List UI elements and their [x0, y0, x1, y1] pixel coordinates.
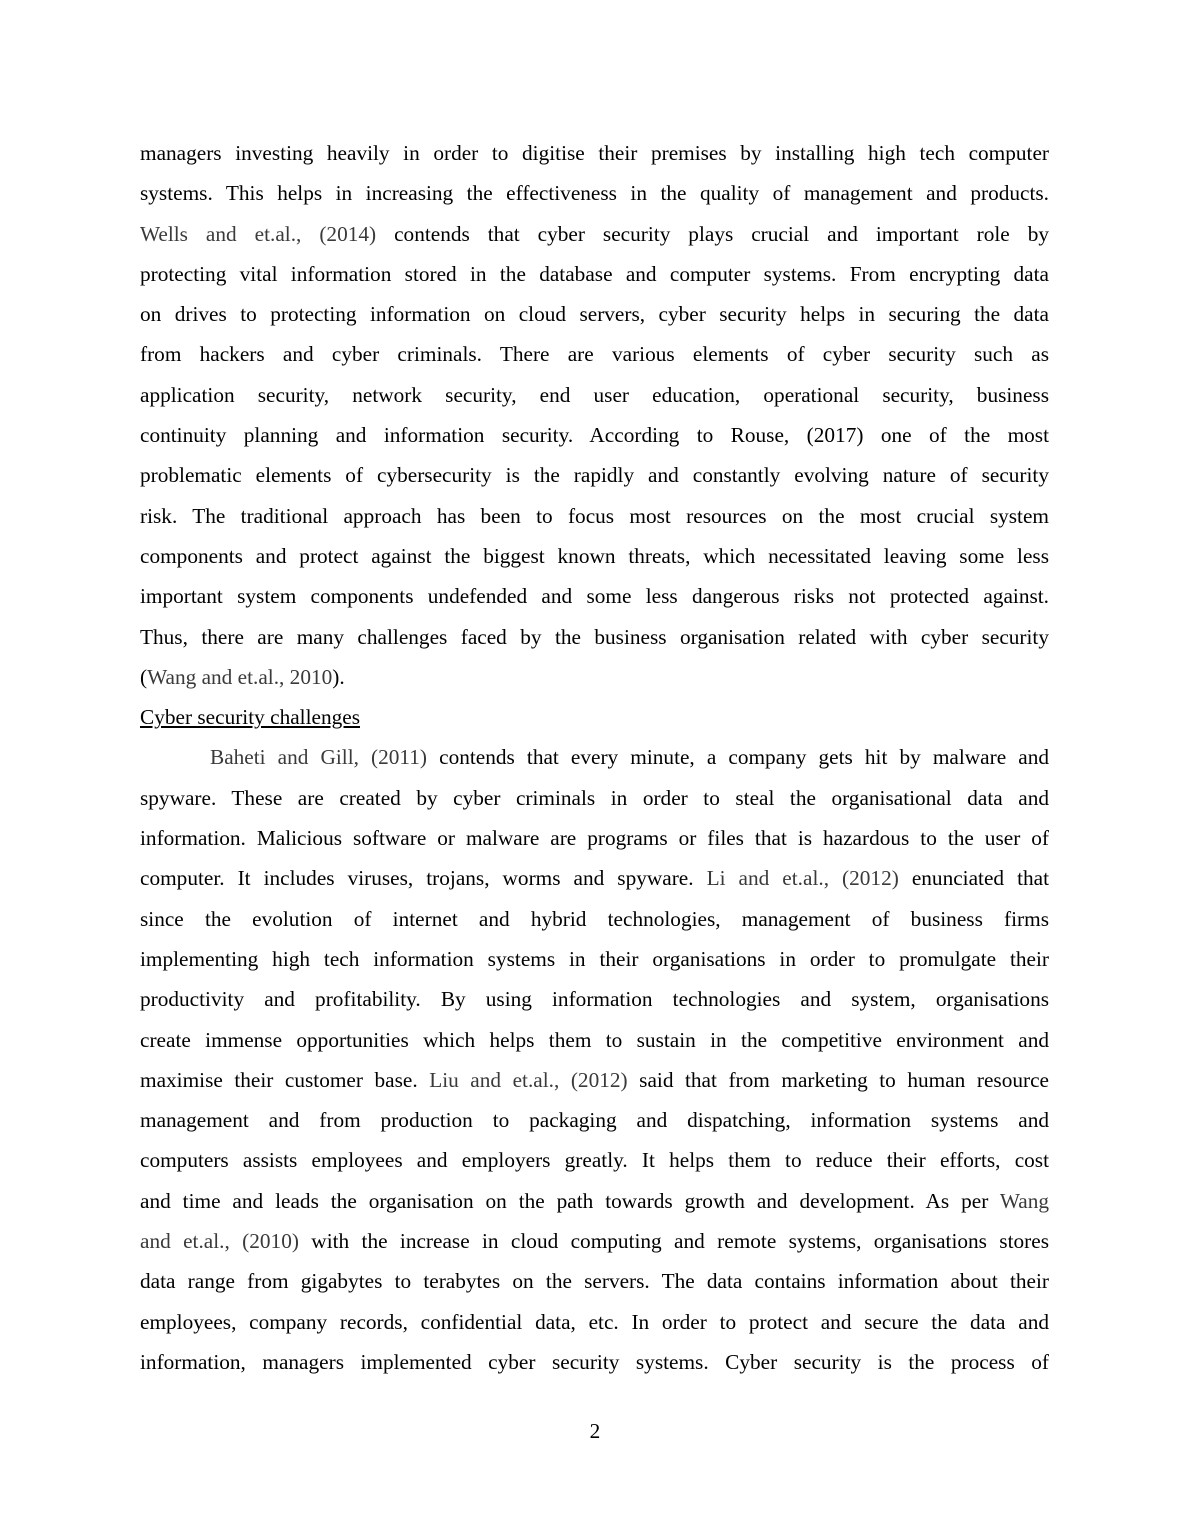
text-span: Thus, there are many challenges faced by the business organisation related with cyber security: [140, 624, 1049, 649]
paragraph-challenges: [140, 737, 1049, 1382]
text-span: problematic elements of cybersecurity is the rapidly and constantly evolving nature of security: [140, 463, 1049, 488]
text-span: ).: [332, 664, 345, 689]
text-span: systems. This helps in increasing the effectiveness in the quality of management and products.: [140, 181, 1049, 206]
text-span: enunciated that: [898, 866, 1050, 891]
text-line: [140, 536, 1049, 576]
text-span: protecting vital information stored in the database and computer systems. From encrypting data: [140, 261, 1049, 286]
text-span: computer. It includes viruses, trojans, worms and spyware.: [140, 866, 707, 891]
text-span: risk. The traditional approach has been to focus most resources on the most crucial system: [140, 503, 1049, 528]
text-span: spyware. These are created by cyber criminals in order to steal the organisational data and: [140, 785, 1049, 810]
text-span: components and protect against the biggest known threats, which necessitated leaving some less: [140, 543, 1049, 568]
text-line: [140, 1181, 1049, 1221]
text-line: [140, 375, 1049, 415]
text-line: [140, 858, 1049, 898]
text-line: [140, 1342, 1049, 1382]
text-line: [140, 415, 1049, 455]
text-line: [140, 1140, 1049, 1180]
citation: and et.al., (2010): [140, 1229, 299, 1254]
text-line: [140, 455, 1049, 495]
text-span: from hackers and cyber criminals. There are various elements of cyber security such as: [140, 342, 1049, 367]
text-line: [140, 576, 1049, 616]
text-line: [140, 334, 1049, 374]
text-line: [140, 294, 1049, 334]
citation: Wang: [999, 1188, 1049, 1213]
text-span: on drives to protecting information on cloud servers, cyber security helps in securing the data: [140, 302, 1049, 327]
text-line: [140, 1302, 1049, 1342]
citation: Baheti and Gill, (2011): [210, 745, 428, 770]
text-span: important system components undefended and some less dangerous risks not protected against.: [140, 584, 1049, 609]
text-line: [140, 1221, 1049, 1261]
citation: Liu and et.al., (2012): [429, 1067, 628, 1092]
text-line: [140, 1261, 1049, 1301]
text-span: management and from production to packaging and dispatching, information systems and: [140, 1108, 1049, 1133]
text-line: [140, 899, 1049, 939]
text-line: [140, 1100, 1049, 1140]
section-heading: Cyber security challenges: [140, 705, 360, 730]
text-line: [140, 778, 1049, 818]
text-span: computers assists employees and employers greatly. It helps them to reduce their efforts, cost: [140, 1148, 1049, 1173]
text-span: (: [140, 664, 148, 689]
page-number: 2: [589, 1419, 601, 1443]
text-line: [140, 133, 1049, 173]
paragraph-intro: [140, 133, 1049, 697]
text-line: [140, 496, 1049, 536]
text-span: data range from gigabytes to terabytes on the servers. The data contains information about their: [140, 1269, 1049, 1294]
text-line: [140, 173, 1049, 213]
text-line: [140, 254, 1049, 294]
text-span: productivity and profitability. By using information technologies and system, organisations: [140, 987, 1049, 1012]
text-span: information, managers implemented cyber security systems. Cyber security is the process of: [140, 1349, 1049, 1374]
text-line: [140, 979, 1049, 1019]
text-line: [140, 818, 1049, 858]
text-span: information. Malicious software or malware are programs or files that is hazardous to the user of: [140, 826, 1049, 851]
text-span: with the increase in cloud computing and remote systems, organisations stores: [298, 1229, 1049, 1254]
text-span: and time and leads the organisation on the path towards growth and development. As per: [140, 1188, 1000, 1213]
text-line: [140, 617, 1049, 657]
text-span: maximise their customer base.: [140, 1067, 430, 1092]
text-line: [140, 657, 1049, 697]
citation: Wang and et.al., 2010: [147, 664, 333, 689]
text-line: [140, 737, 1049, 777]
text-span: since the evolution of internet and hybrid technologies, management of business firms: [140, 906, 1049, 931]
text-line: [140, 939, 1049, 979]
citation: Li and et.al., (2012): [706, 866, 899, 891]
text-span: managers investing heavily in order to digitise their premises by installing high tech computer: [140, 141, 1049, 165]
text-span: create immense opportunities which helps them to sustain in the competitive environment and: [140, 1027, 1049, 1052]
text-line: [140, 1060, 1049, 1100]
text-span: contends that every minute, a company gets hit by malware and: [427, 745, 1049, 770]
text-line: [140, 1020, 1049, 1060]
text-span: implementing high tech information systems in their organisations in order to promulgate their: [140, 946, 1049, 971]
citation: Wells and et.al., (2014): [140, 221, 377, 246]
text-span: continuity planning and information security. According to Rouse, (2017) one of the most: [140, 423, 1049, 448]
text-span: contends that cyber security plays crucial and important role by: [376, 221, 1049, 246]
text-span: employees, company records, confidential data, etc. In order to protect and secure the data and: [140, 1309, 1049, 1334]
text-line: [140, 214, 1049, 254]
text-span: application security, network security, end user education, operational security, business: [140, 382, 1049, 407]
text-span: said that from marketing to human resource: [627, 1067, 1049, 1092]
page-body: [140, 133, 1049, 1382]
